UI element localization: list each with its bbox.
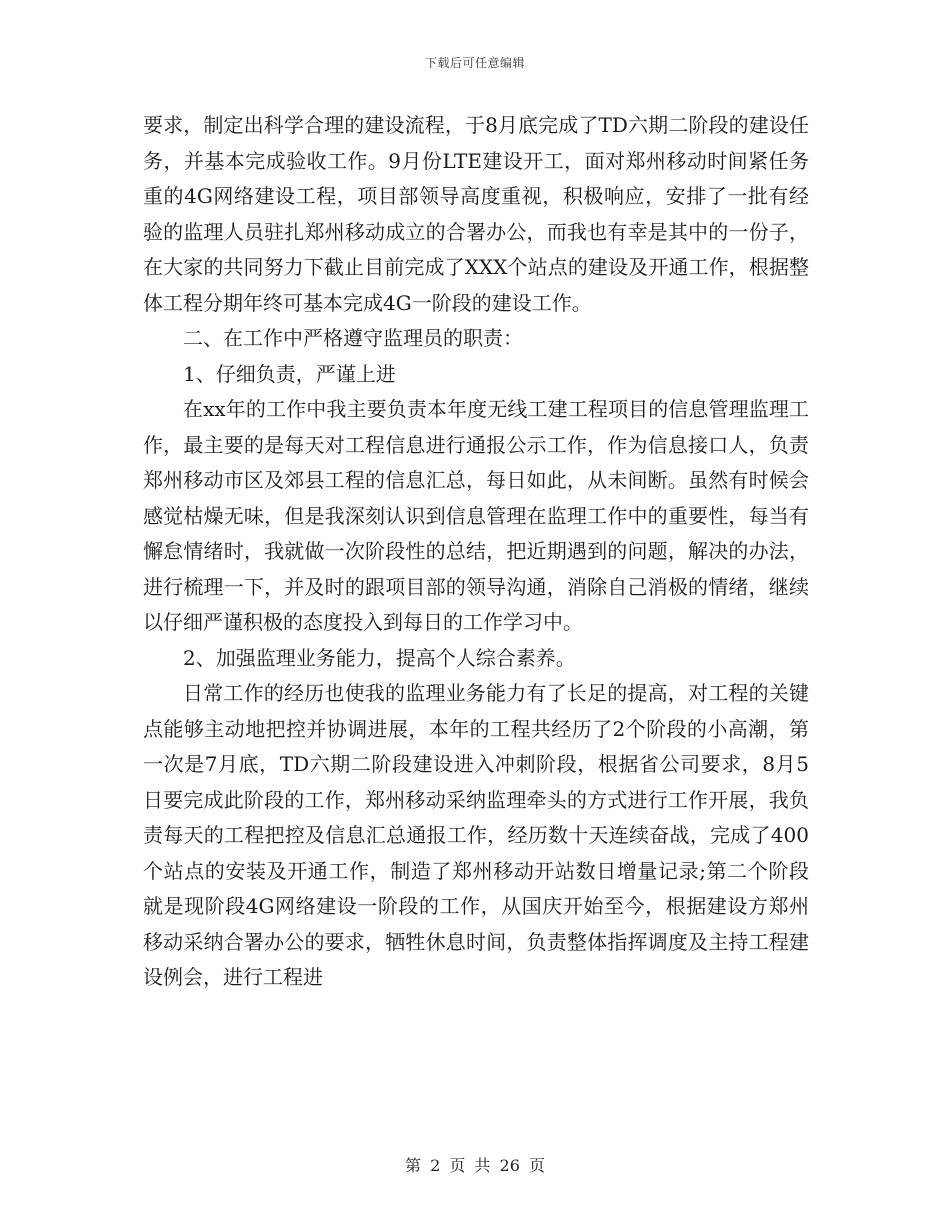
document-body <box>143 108 809 996</box>
paragraph-daily-work: 日常工作的经历也使我的监理业务能力有了长足的提高，对工程的关键点能够主动地把控并协调进展，本年的工程共经历了2个阶段的小高潮，第一次是7月底，TD六期二阶段建设进入冲刺阶段，根据省公司要求，8月5日要完成此阶段的工作，郑州移动采纳监理牵头的方式进行工作开展，我负责每天的工程把控及信息汇总通报工作，经历数十天连续奋战，完成了400个站点的安装及开通工作，制造了郑州移动开站数日增量记录;第二个阶段就是现阶段4G网络建设一阶段的工作，从国庆开始至今，根据建设方郑州移动采纳合署办公的要求，牺牲休息时间，负责整体指挥调度及主持工程建设例会，进行工程进 <box>143 681 809 989</box>
paragraph-continuation: 要求，制定出科学合理的建设流程，于8月底完成了TD六期二阶段的建设任务，并基本完成验收工作。9月份LTE建设开工，面对郑州移动时间紧任务重的4G网络建设工程，项目部领导高度重视，积极响应，安排了一批有经验的监理人员驻扎郑州移动成立的合署办公，而我也有幸是其中的一份子，在大家的共同努力下截止目前完成了XXX个站点的建设及开通工作，根据整体工程分期年终可基本完成4G一阶段的建设工作。 <box>143 113 809 315</box>
subheading-careful-responsible: 1、仔细负责，严谨上进 <box>183 361 396 386</box>
paragraph-info-management: 在xx年的工作中我主要负责本年度无线工建工程项目的信息管理监理工作，最主要的是每天对工程信息进行通报公示工作，作为信息接口人，负责郑州移动市区及郊县工程的信息汇总，每日如此，从未间断。虽然有时候会感觉枯燥无味，但是我深刻认识到信息管理在监理工作中的重要性，每当有懈怠情绪时，我就做一次阶段性的总结，把近期遇到的问题，解决的办法，进行梳理一下，并及时的跟项目部的领导沟通，消除自己消极的情绪，继续以仔细严谨积极的态度投入到每日的工作学习中。 <box>143 397 809 634</box>
subheading-supervision-ability: 2、加强监理业务能力，提高个人综合素养。 <box>183 645 576 670</box>
page-header: 下载后可任意编辑 <box>424 56 525 70</box>
page-number-footer: 第 2 页 共 26 页 <box>405 1156 545 1175</box>
section-heading-duties: 二、在工作中严格遵守监理员的职责： <box>183 326 523 350</box>
